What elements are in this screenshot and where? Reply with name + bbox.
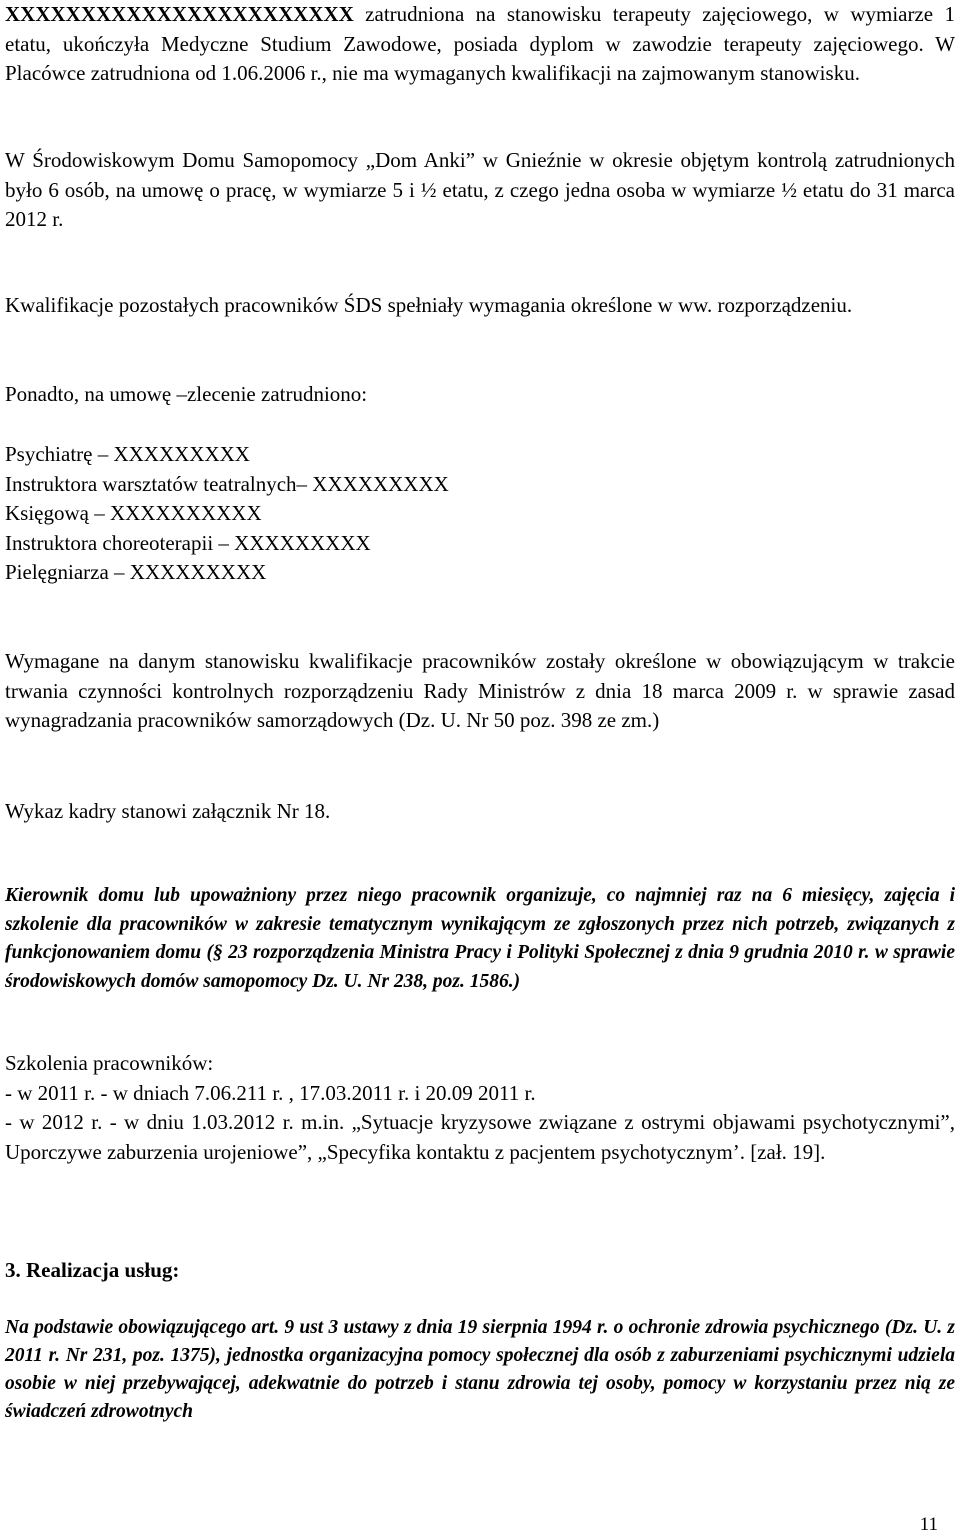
staff-item: Księgową – XXXXXXXXXX xyxy=(5,501,262,525)
training-section xyxy=(5,1049,955,1167)
staff-list xyxy=(5,440,955,588)
training-title: Szkolenia pracowników: xyxy=(5,1051,214,1075)
paragraph-therapist xyxy=(5,0,955,89)
paragraph-staff-appendix: Wykaz kadry stanowi załącznik Nr 18. xyxy=(5,799,331,823)
staff-item: Instruktora warsztatów teatralnych– XXXXXXXXX xyxy=(5,471,449,496)
paragraph-qualifications: Kwalifikacje pozostałych pracowników ŚDS spełniały wymagania określone w ww. rozporządzeniu. xyxy=(5,293,853,317)
paragraph-contracts-intro: Ponadto, na umowę –zlecenie zatrudniono: xyxy=(5,382,368,406)
page-number: 11 xyxy=(919,1514,938,1535)
training-2011: - w 2011 r. - w dniach 7.06.211 r. , 17.03.2011 r. i 20.09 2011 r. xyxy=(5,1080,536,1105)
staff-item: Instruktora choreoterapii – XXXXXXXXX xyxy=(5,530,371,555)
paragraph-services: Na podstawie obowiązującego art. 9 ust 3 ustawy z dnia 19 sierpnia 1994 r. o ochronie zdrowia psychicznego (Dz. U. z 2011 r. Nr 231, poz. 1375), jednostka organizacyjna pomocy społecznej dla osób z zaburzeniami psychicznymi udziela osobie w niej przebywającej, adekwatnie do potrzeb i stanu zdrowia tej osoby, pomocy w korzystaniu przez nią ze świadczeń zdrowotnych xyxy=(5,1317,955,1422)
paragraph-text: zatrudniona na stanowisku terapeuty zajęciowego, w wymiarze 1 etatu, ukończyła Medyczne Studium Zawodowe, posiada dyplom w zawodzie terapeuty zajęciowego. W Placówce zatrudniona od 1.06.2006 r., nie ma wymaganych kwalifikacji na zajmowanym stanowisku. xyxy=(5,2,955,85)
paragraph-employment: W Środowiskowym Domu Samopomocy „Dom Anki” w Gnieźnie w okresie objętym kontrolą zatrudnionych było 6 osób, na umowę o pracę, w wymiarze 5 i ½ etatu, z czego jedna osoba w wymiarze ½ etatu do 31 marca 2012 r. xyxy=(5,148,955,231)
redacted-name: XXXXXXXXXXXXXXXXXXXXXXX xyxy=(5,2,354,26)
paragraph-requirements: Wymagane na danym stanowisku kwalifikacje pracowników zostały określone w obowiązującym w trakcie trwania czynności kontrolnych rozporządzeniu Rady Ministrów z dnia 18 marca 2009 r. w sprawie zasad wynagradzania pracowników samorządowych (Dz. U. Nr 50 poz. 398 ze zm.) xyxy=(5,649,955,732)
staff-item: Psychiatrę – XXXXXXXXX xyxy=(5,442,250,466)
paragraph-manager-training: Kierownik domu lub upoważniony przez niego pracownik organizuje, co najmniej raz na 6 miesięcy, zajęcia i szkolenie dla pracowników w zakresie tematycznym wynikającym ze zgłoszonych przez nich potrzeb, związanych z funkcjonowaniem domu (§ 23 rozporządzenia Ministra Pracy i Polityki Społecznej z dnia 9 grudnia 2010 r. w sprawie środowiskowych domów samopomocy Dz. U. Nr 238, poz. 1586.) xyxy=(5,885,955,992)
training-2012: - w 2012 r. - w dniu 1.03.2012 r. m.in. „Sytuacje kryzysowe związane z ostrymi objawami psychotycznymi”, Uporczywe zaburzenia urojeniowe”, „Specyfika kontaktu z pacjentem psychotycznym’. [zał. 19]. xyxy=(5,1110,955,1164)
section-heading: 3. Realizacja usług: xyxy=(5,1258,180,1282)
staff-item: Pielęgniarza – XXXXXXXXX xyxy=(5,560,267,584)
